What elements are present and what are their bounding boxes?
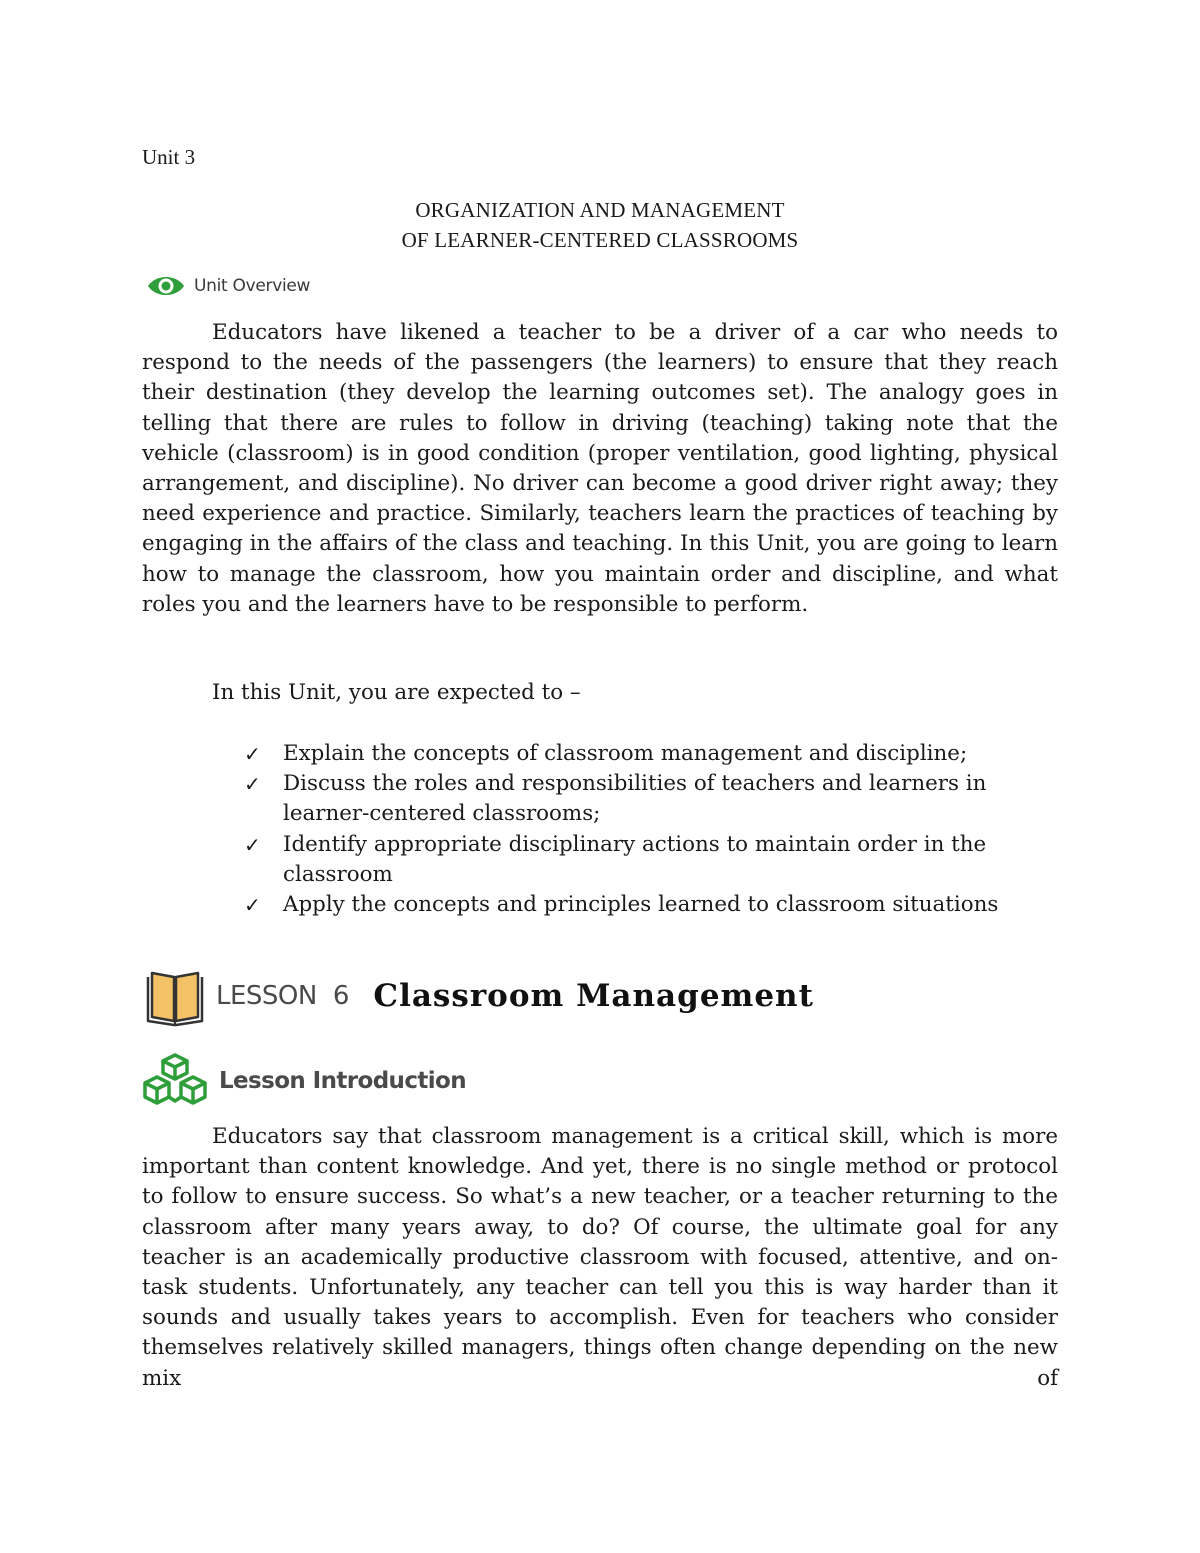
lesson-intro-paragraph xyxy=(142,1122,1058,1394)
unit-title-line-2: OF LEARNER-CENTERED CLASSROOMS xyxy=(401,228,799,252)
list-item xyxy=(244,769,1060,829)
check-icon: ✓ xyxy=(244,832,261,857)
unit-label: Unit 3 xyxy=(142,145,196,169)
lesson-number: 6 xyxy=(332,981,350,1011)
list-item xyxy=(244,830,1060,890)
expected-intro-text: In this Unit, you are expected to – xyxy=(212,680,581,705)
objective-text: Apply the concepts and principles learned to classroom situations xyxy=(283,892,999,918)
check-icon: ✓ xyxy=(244,742,261,766)
lesson-word: LESSON xyxy=(216,981,317,1011)
overview-paragraph xyxy=(142,318,1058,620)
expected-intro-paragraph xyxy=(142,678,1058,708)
overview-paragraph-text: Educators have likened a teacher to be a driver of a car who needs to respond to the needs of the passengers (the learners) to ensure that they reach their destination (they develop the learning outcomes set). The analogy goes in telling that there are rules to follow in driving (teaching) taking note that the vehicle (classroom) is in good condition (proper ventilation, good lighting, physical arrangement, and discipline). No driver can become a good driver right away; they need experience and practice. Similarly, teachers learn the practices of teaching by engaging in the affairs of the class and teaching. In this Unit, you are going to learn how to manage the classroom, how you maintain order and discipline, and what roles you and the learners have to be responsible to perform. xyxy=(142,320,1058,617)
book-icon xyxy=(146,965,204,1027)
objectives-list xyxy=(244,739,1060,920)
check-icon: ✓ xyxy=(244,893,261,918)
lesson-title: Classroom Management xyxy=(373,978,814,1014)
list-item xyxy=(244,890,1060,920)
list-item xyxy=(244,739,1060,769)
unit-title-line-1: ORGANIZATION AND MANAGEMENT xyxy=(415,198,785,222)
unit-overview-label: Unit Overview xyxy=(194,276,311,296)
lesson-heading xyxy=(146,965,814,1027)
objective-text: Discuss the roles and responsibilities of teachers and learners in learner-centered classrooms; xyxy=(283,771,987,827)
lesson-introduction-label: Lesson Introduction xyxy=(219,1068,467,1094)
eye-icon xyxy=(146,272,186,300)
lesson-introduction-heading xyxy=(143,1050,466,1112)
cubes-icon xyxy=(143,1051,207,1111)
objective-text: Explain the concepts of classroom management and discipline; xyxy=(283,741,968,766)
check-icon: ✓ xyxy=(244,772,261,797)
unit-overview-heading xyxy=(146,270,310,302)
objective-text: Identify appropriate disciplinary actions to maintain order in the classroom xyxy=(283,831,987,887)
lesson-intro-paragraph-text: Educators say that classroom management is a critical skill, which is more important than content knowledge. And yet, there is no single method or protocol to follow to ensure success. So what’s a new teacher, or a teacher returning to the classroom after many years away, to do? Of course, the ultimate goal for any teacher is an academically productive classroom with focused, attentive, and on-task students. Unfortunately, any teacher can tell you this is way harder than it sounds and usually takes years to accomplish. Even for teachers who consider themselves relatively skilled managers, things often change depending on the new mix of xyxy=(142,1124,1058,1391)
